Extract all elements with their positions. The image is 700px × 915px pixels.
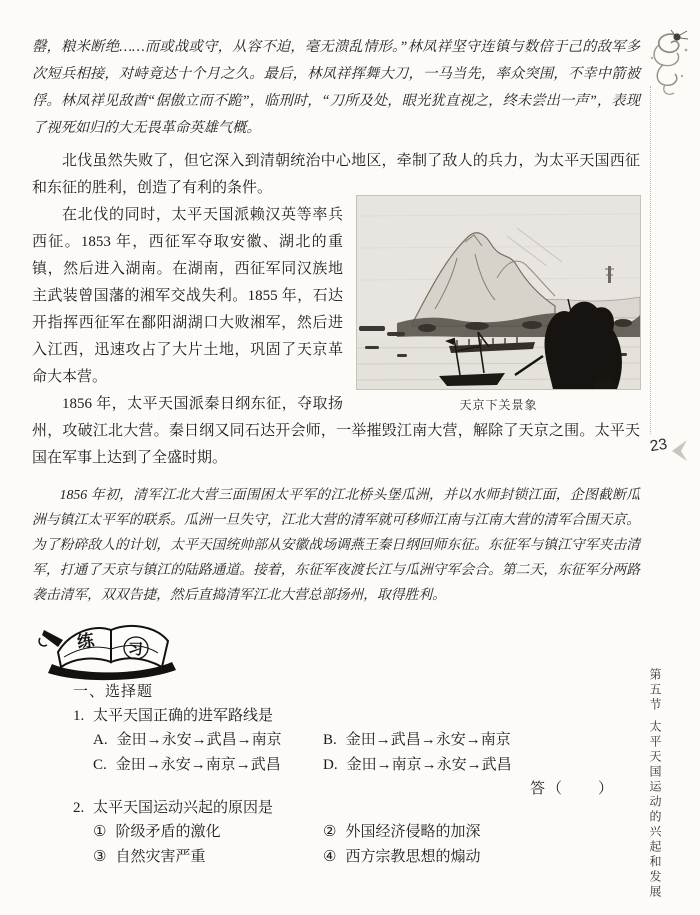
quote-paragraph-1856-guazhou: 1856 年初，清军江北大营三面围困太平军的江北桥头堡瓜洲，并以水师封锁江面，企图截断瓜洲与镇江太平军的联系。瓜洲一旦失守，江北大营的清军就可移师江南与江南大营的清军合围天京。为了粉碎敌人的计划，太平天国统帅部从安徽战场调燕王秦日纲回师东征。东征军与镇江守军夹击清军，打通了天京与镇江的陆路通道。接着，东征军夜渡长江与瓜洲守军会合。第二天，东征军分两路袭击清军，双双告捷，然后直捣清军江北大营总部扬州，取得胜利。	[32, 487, 640, 602]
icon-char-lian: 练	[75, 630, 96, 652]
sidebar-section-label: 第五节	[648, 668, 662, 713]
figure-tianjing-xiaguan	[357, 196, 640, 413]
xiaguan-scene-illustration	[357, 196, 640, 389]
page-number: 23	[648, 435, 669, 456]
question-2-number: 2.	[73, 800, 85, 816]
margin-divider-rule	[650, 86, 651, 434]
option-a: A. 金田→永安→武昌→南京	[93, 732, 282, 748]
option-b: B. 金田→武昌→永安→南京	[323, 732, 511, 748]
question-2-text: 太平天国运动兴起的原因是	[93, 800, 274, 816]
text-with-figure	[32, 202, 640, 472]
option-circle-4: ④ 西方宗教思想的煽动	[323, 848, 481, 865]
historical-photo	[357, 196, 640, 389]
question-2	[32, 796, 640, 869]
paragraph-northern-expedition: 北伐虽然失败了，但它深入到清朝统治中心地区，牵制了敌人的兵力，为太平天国西征和东征的胜利，创造了有利的条件。	[32, 153, 640, 196]
paragraph-western-expedition: 在北伐的同时，太平天国派赖汉英等率兵西征。1853 年，西征军夺取安徽、湖北的重镇，然后进入湖南。在湖南，西征军同汉族地主武装曾国藩的湘军交战失利。1855 年，石达开指挥西征军在鄱阳湖湖口大败湘军，然后进入江西，迅速攻占了大片土地，巩固了天京革命大本营。	[32, 207, 343, 385]
question-1	[32, 704, 640, 801]
question-1-number: 1.	[73, 708, 85, 724]
option-c: C. 金田→永安→南京→武昌	[93, 756, 281, 773]
page-number-arrow-icon	[670, 438, 690, 462]
option-circle-3: ③ 自然灾害严重	[93, 848, 206, 865]
practice-book-icon	[36, 612, 186, 687]
dragon-ornament-icon	[644, 28, 694, 113]
question-1-text: 太平天国正确的进军路线是	[93, 708, 274, 724]
figure-caption: 天京下关景象	[459, 398, 538, 412]
option-d: D. 金田→南京→永安→武昌	[323, 756, 512, 773]
option-circle-2: ② 外国经济侵略的加深	[323, 824, 481, 840]
exercise-part-title: 一、选择题	[73, 684, 154, 700]
main-text-column	[32, 34, 640, 607]
sidebar-chapter-title: 太平天国运动的兴起和发展	[648, 720, 662, 900]
icon-char-xi: 习	[128, 642, 144, 658]
page-number-tab	[648, 434, 692, 464]
quote-paragraph-linfengxiang: 罄，粮米断绝……而或战或守，从容不迫，毫无溃乱情形。”林凤祥坚守连镇与数倍于己的敌军多次短兵相接，对峙竟达十个月之久。最后，林凤祥挥舞大刀，一马当先，率众突围，不幸中箭被俘。林凤祥见敌酋“倨傲立而不跪”，临刑时，“刀所及处，眼光犹直视之，终未尝出一声”，表现了视死如归的大无畏革命英雄气概。	[32, 39, 640, 136]
paragraph-eastern-expedition: 1856 年，太平天国派秦日纲东征，夺取扬州，攻破江北大营。秦日纲又同石达开会师，一举摧毁江南大营，解除了天京之围。太平天国在军事上达到了全盛时期。	[32, 396, 640, 466]
answer-blank: 答（ ）	[530, 781, 616, 797]
option-circle-1: ① 阶级矛盾的激化	[93, 824, 221, 840]
